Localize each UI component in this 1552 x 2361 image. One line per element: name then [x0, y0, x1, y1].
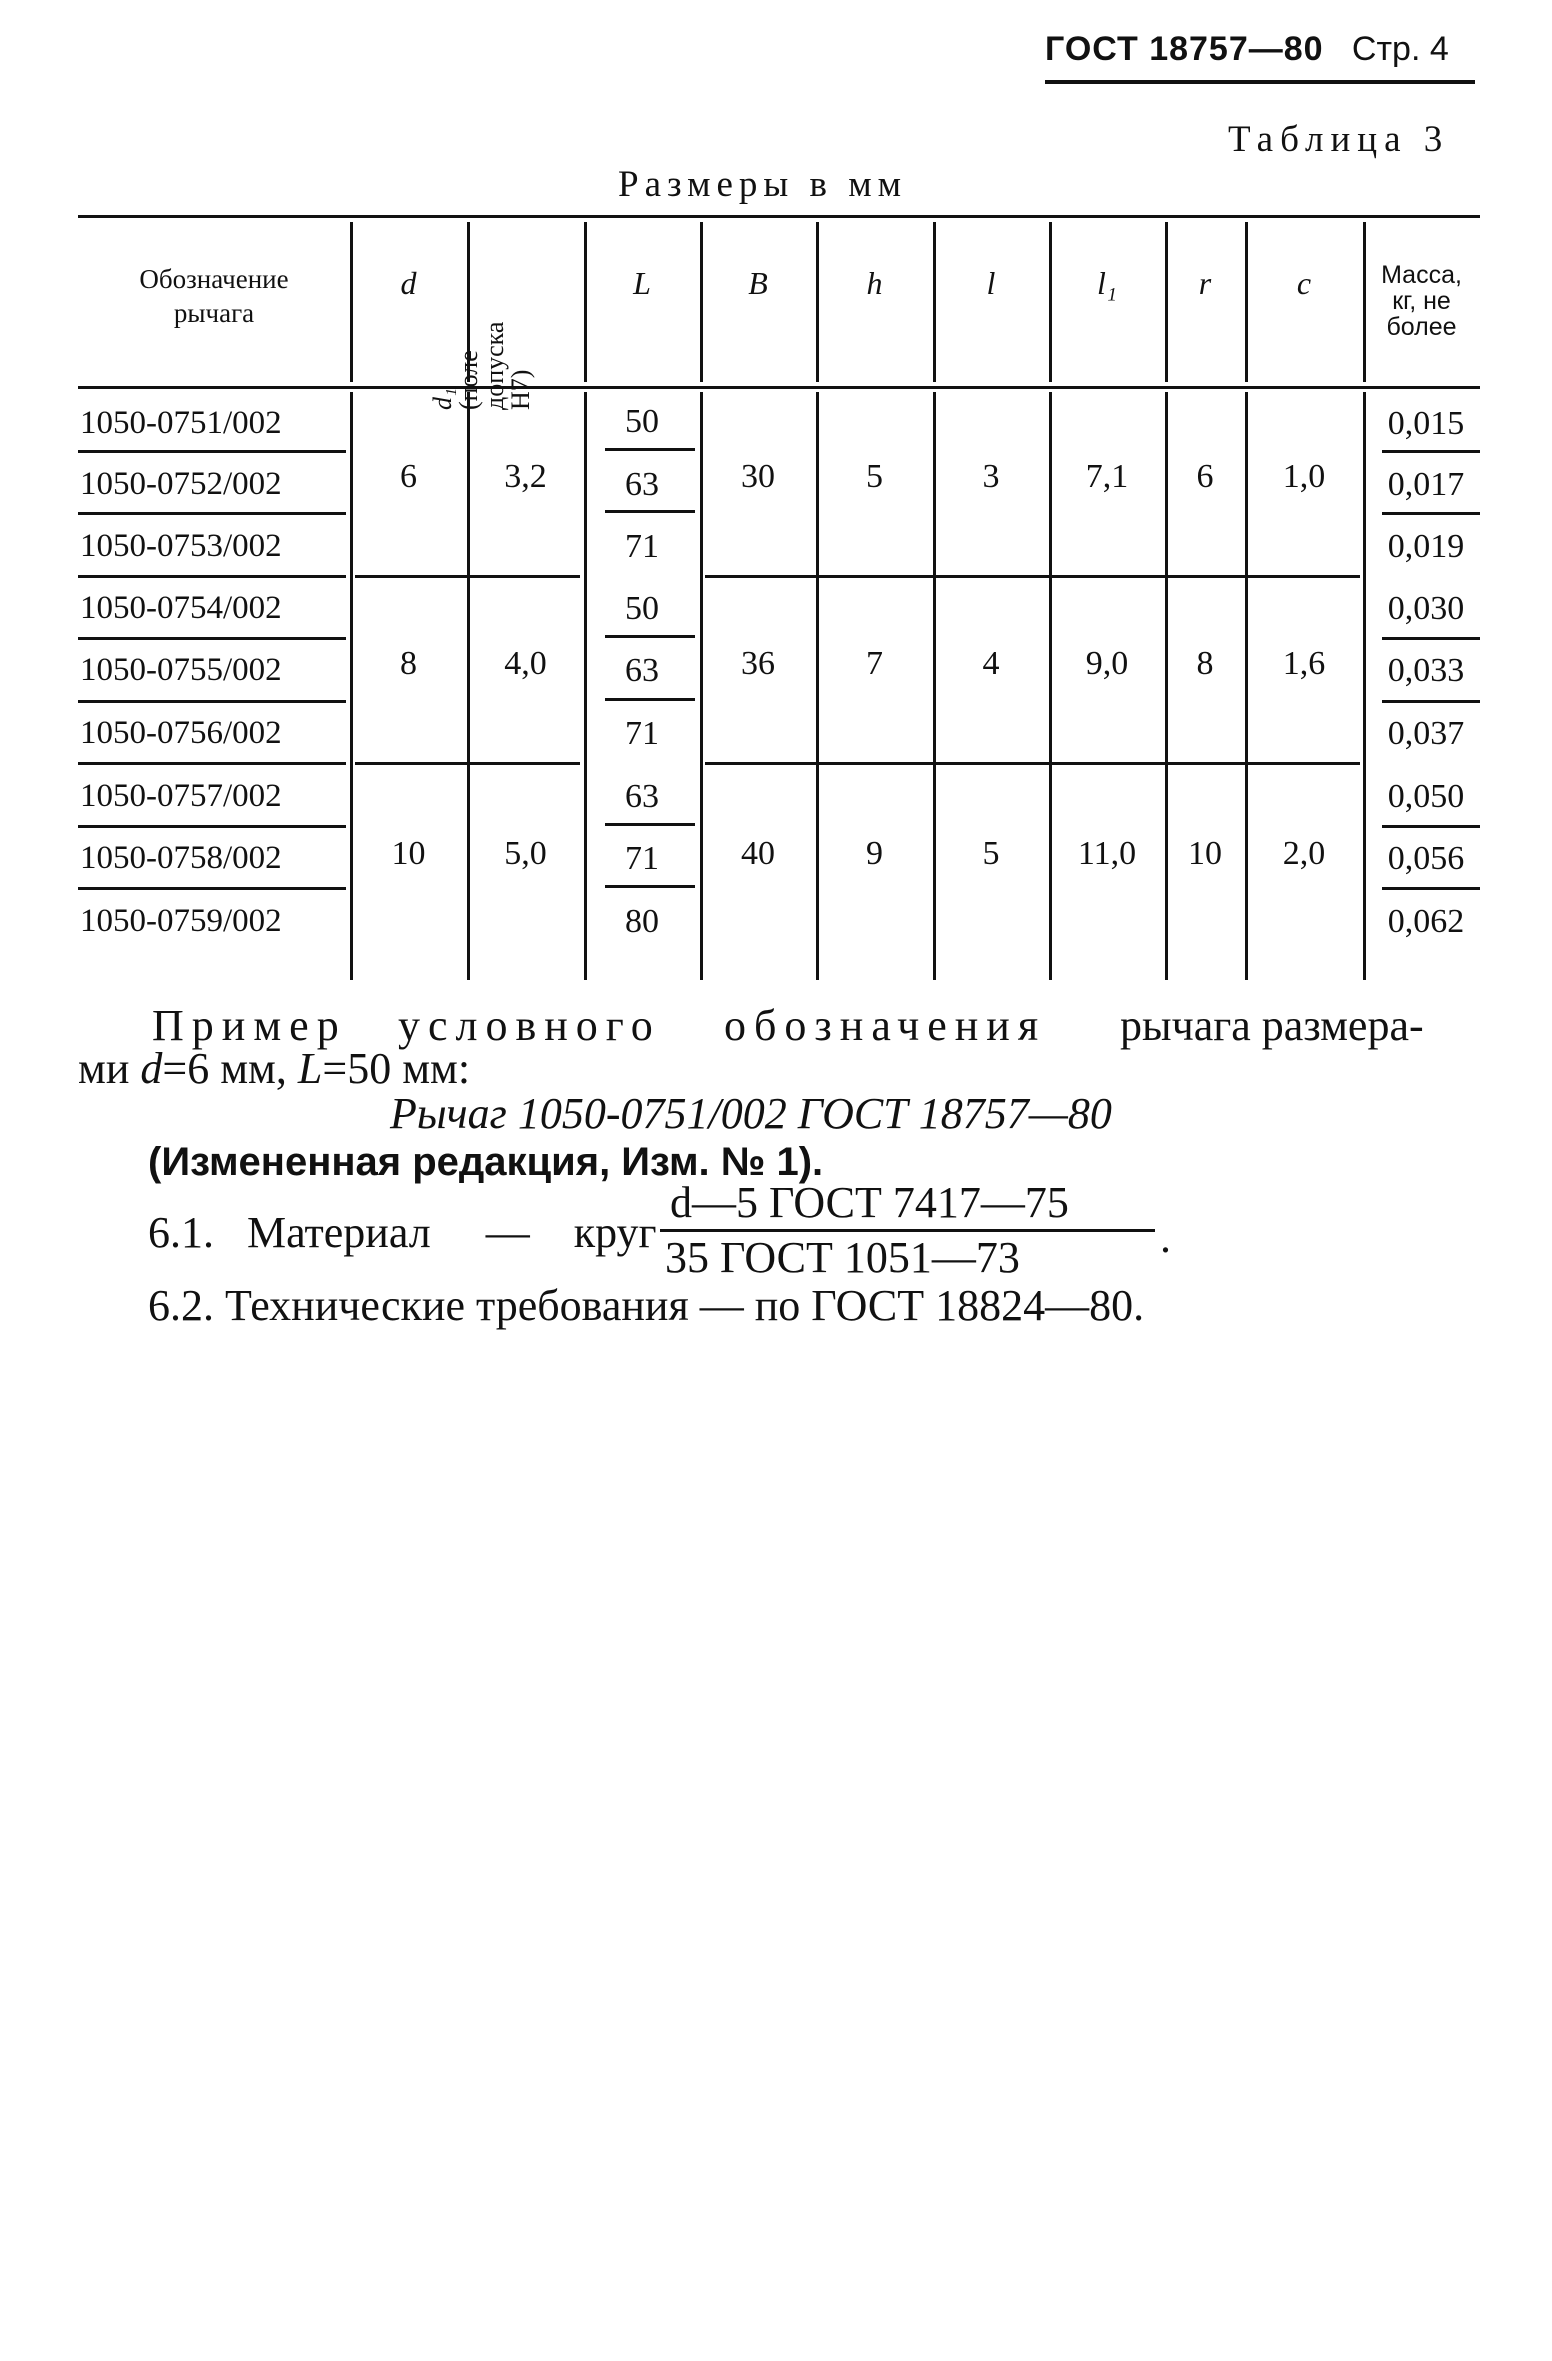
- col-header-l1: l₁: [1096, 265, 1117, 301]
- mass-rule: [1382, 887, 1480, 890]
- group-d: 10: [391, 835, 426, 872]
- row-mass: 0,062: [1387, 903, 1465, 940]
- L-rule: [605, 635, 695, 638]
- group-r: 8: [1196, 645, 1214, 682]
- col-header-designation: [78, 262, 350, 330]
- row-rule: [78, 762, 346, 765]
- row-L: 63: [625, 652, 659, 689]
- row-rule: [78, 575, 346, 578]
- mass-rule: [1382, 637, 1480, 640]
- clause-6-2: 6.2. Технические требования — по ГОСТ 18824—80.: [148, 1281, 1145, 1330]
- group-c: 1,0: [1282, 458, 1326, 495]
- clause-6-1-krug: круг: [573, 1208, 657, 1257]
- col-divider: [1245, 222, 1248, 382]
- group-l: 4: [982, 645, 1000, 682]
- clause-6-1-dash: —: [485, 1208, 530, 1257]
- col-header-mass-line3: более: [1386, 313, 1457, 341]
- row-mass: 0,019: [1387, 528, 1465, 565]
- row-code: 1050-0759/002: [80, 903, 282, 939]
- example-d-symbol: d: [140, 1044, 163, 1093]
- row-L: 63: [625, 778, 659, 815]
- row-rule: [78, 825, 346, 828]
- group-r: 10: [1188, 835, 1222, 872]
- group-rule: [705, 762, 1360, 765]
- group-r: 6: [1196, 458, 1214, 495]
- group-d1: 4,0: [504, 645, 547, 682]
- example-word-2: условного: [398, 1001, 661, 1050]
- clause-6-1-end: .: [1160, 1213, 1171, 1262]
- example-line-2-a: ми: [78, 1044, 141, 1093]
- col-divider: [816, 222, 819, 382]
- row-rule: [78, 512, 346, 515]
- example-word-4: рычага размера-: [1120, 1001, 1424, 1050]
- group-c: 2,0: [1282, 835, 1326, 872]
- table-header-rule: [78, 386, 1480, 389]
- example-line-2-c: =50 мм:: [322, 1044, 471, 1093]
- row-code: 1050-0757/002: [80, 778, 282, 814]
- clause-6-1-number: 6.1.: [148, 1208, 214, 1257]
- col-divider: [933, 222, 936, 382]
- row-mass: 0,015: [1387, 405, 1465, 442]
- group-h: 5: [866, 458, 883, 495]
- page-number: Стр. 4: [1351, 30, 1449, 68]
- col-header-designation-line1: Обозначение: [139, 264, 289, 294]
- mass-rule: [1382, 825, 1480, 828]
- group-d: 6: [400, 458, 417, 495]
- col-divider: [1165, 222, 1168, 382]
- col-header-d: d: [400, 265, 417, 301]
- group-h: 7: [866, 645, 883, 682]
- group-d1: 3,2: [504, 458, 547, 495]
- group-rule: [705, 575, 1360, 578]
- col-header-mass-line2: кг, не: [1392, 287, 1451, 315]
- col-header-l: l: [986, 265, 996, 301]
- col-header-h: h: [866, 265, 883, 301]
- group-rule: [355, 762, 580, 765]
- col-header-designation-line2: рычага: [173, 298, 255, 328]
- row-L: 50: [625, 590, 659, 627]
- mass-rule: [1382, 512, 1480, 515]
- col-divider: [1363, 392, 1366, 980]
- example-line-2-b: =6 мм,: [162, 1044, 298, 1093]
- col-header-c: c: [1296, 265, 1312, 301]
- col-divider: [350, 222, 353, 382]
- L-rule: [605, 510, 695, 513]
- group-l1: 7,1: [1085, 458, 1129, 495]
- example-line-2: [78, 1043, 470, 1094]
- row-mass: 0,056: [1387, 840, 1465, 877]
- row-code: 1050-0754/002: [80, 590, 282, 626]
- row-code: 1050-0756/002: [80, 715, 282, 751]
- fraction-numerator: d—5 ГОСТ 7417—75: [670, 1178, 1069, 1227]
- page-header: [1045, 30, 1449, 69]
- group-l1: 9,0: [1085, 645, 1129, 682]
- table-label: Таблица 3: [1228, 119, 1450, 160]
- standard-number: ГОСТ 18757—80: [1045, 30, 1324, 68]
- col-divider: [584, 222, 587, 382]
- row-L: 80: [625, 903, 659, 940]
- L-rule: [605, 885, 695, 888]
- col-header-d1-note2: допуска: [480, 321, 509, 410]
- col-header-L: L: [633, 265, 651, 301]
- example-word-3: обозначения: [724, 1001, 1047, 1050]
- group-l: 5: [982, 835, 1000, 872]
- group-h: 9: [866, 835, 883, 872]
- group-d1: 5,0: [504, 835, 547, 872]
- col-header-d1-note3: Н7): [506, 369, 535, 410]
- row-L: 63: [625, 466, 659, 503]
- row-rule: [78, 887, 346, 890]
- header-rule: [1045, 80, 1475, 84]
- row-L: 50: [625, 403, 659, 440]
- group-c: 1,6: [1282, 645, 1326, 682]
- group-l: 3: [982, 458, 1000, 495]
- row-mass: 0,030: [1387, 590, 1465, 627]
- row-rule: [78, 450, 346, 453]
- row-mass: 0,037: [1387, 715, 1465, 752]
- row-code: 1050-0755/002: [80, 652, 282, 688]
- group-d: 8: [400, 645, 417, 682]
- group-l1: 11,0: [1077, 835, 1137, 872]
- mass-rule: [1382, 700, 1480, 703]
- row-code: 1050-0752/002: [80, 466, 282, 502]
- example-word-1: Пример: [152, 1001, 347, 1050]
- col-header-d1-note1: (поле: [454, 350, 483, 410]
- example-L-symbol: L: [297, 1044, 323, 1093]
- revision-note: (Измененная редакция, Изм. № 1).: [148, 1140, 824, 1184]
- group-B: 40: [741, 835, 775, 872]
- group-rule: [355, 575, 580, 578]
- group-B: 36: [741, 645, 775, 682]
- col-header-mass: [1363, 262, 1480, 340]
- row-mass: 0,033: [1387, 652, 1465, 689]
- units-caption: Размеры в мм: [618, 164, 908, 205]
- clause-6-1-text: Материал: [247, 1208, 431, 1257]
- L-rule: [605, 448, 695, 451]
- row-L: 71: [625, 840, 659, 877]
- fraction-denominator: 35 ГОСТ 1051—73: [665, 1233, 1020, 1282]
- row-code: 1050-0753/002: [80, 528, 282, 564]
- row-rule: [78, 700, 346, 703]
- col-header-B: B: [748, 265, 768, 301]
- row-L: 71: [625, 715, 659, 752]
- col-divider: [1049, 222, 1052, 382]
- row-mass: 0,050: [1387, 778, 1465, 815]
- row-code: 1050-0751/002: [80, 405, 282, 441]
- col-header-r: r: [1198, 265, 1212, 301]
- L-rule: [605, 698, 695, 701]
- group-B: 30: [741, 458, 775, 495]
- col-header-d1: [428, 260, 535, 410]
- row-mass: 0,017: [1387, 466, 1465, 503]
- col-header-mass-line1: Масса,: [1381, 261, 1462, 289]
- mass-rule: [1382, 450, 1480, 453]
- example-designation: Рычаг 1050-0751/002 ГОСТ 18757—80: [390, 1089, 1112, 1138]
- col-divider: [700, 222, 703, 382]
- row-rule: [78, 637, 346, 640]
- col-header-d1-symbol: d₁: [428, 387, 457, 410]
- L-rule: [605, 823, 695, 826]
- row-L: 71: [625, 528, 659, 565]
- clause-6-1: [148, 1207, 657, 1258]
- table-top-rule: [78, 215, 1480, 218]
- row-code: 1050-0758/002: [80, 840, 282, 876]
